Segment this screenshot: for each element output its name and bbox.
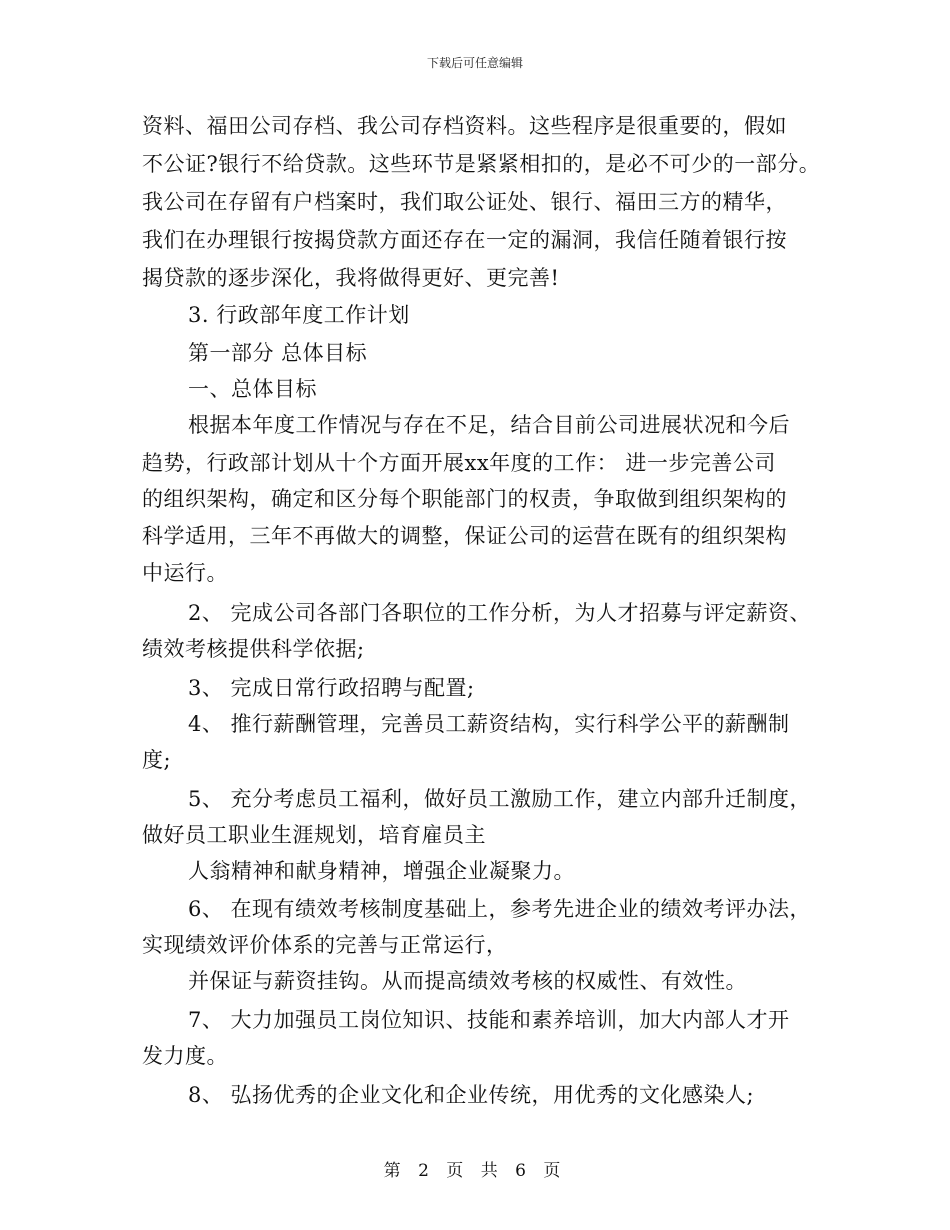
text-line: 发力度。	[142, 1044, 228, 1068]
page-header: 下载后可任意编辑	[426, 56, 523, 70]
section-heading: 第一部分 总体目标	[188, 341, 368, 365]
text-line: 绩效考核提供科学依据;	[142, 637, 365, 661]
text-line: 我公司在存留有户档案时，我们取公证处、银行、福田三方的精华，	[142, 190, 787, 214]
list-item: 8、 弘扬优秀的企业文化和企业传统，用优秀的文化感染人;	[188, 1083, 755, 1107]
page-number: 第 2 页 共 6 页	[383, 1161, 567, 1181]
text-line: 资料、福田公司存档、我公司存档资料。这些程序是很重要的，假如	[142, 114, 787, 138]
list-item: 5、 充分考虑员工福利，做好员工激励工作，建立内部升迁制度，	[188, 787, 812, 811]
list-item: 6、 在现有绩效考核制度基础上，参考先进企业的绩效考评办法，	[188, 897, 812, 921]
text-line: 揭贷款的逐步深化，我将做得更好、更完善!	[142, 266, 560, 290]
text-line: 并保证与薪资挂钩。从而提高绩效考核的权威性、有效性。	[188, 969, 747, 993]
text-line: 的组织架构，确定和区分每个职能部门的权责，争取做到组织架构的	[142, 487, 787, 511]
text-line: 不公证?银行不给贷款。这些环节是紧紧相扣的，是必不可少的一部分。	[142, 152, 821, 176]
text-line: 我们在办理银行按揭贷款方面还存在一定的漏洞，我信任随着银行按	[142, 228, 787, 252]
text-line: 中运行。	[142, 561, 228, 585]
text-line: 趋势，行政部计划从十个方面开展xx年度的工作： 进一步完善公司	[142, 451, 776, 475]
text-line: 科学适用，三年不再做大的调整，保证公司的运营在既有的组织架构	[142, 524, 787, 548]
list-item: 4、 推行薪酬管理，完善员工薪资结构，实行科学公平的薪酬制	[188, 712, 790, 736]
section-heading: 一、总体目标	[188, 377, 317, 401]
text-line: 人翁精神和献身精神，增强企业凝聚力。	[188, 859, 575, 883]
text-line: 度;	[142, 748, 172, 772]
list-item: 2、 完成公司各部门各职位的工作分析，为人才招募与评定薪资、	[188, 601, 812, 625]
text-line: 做好员工职业生涯规划，培育雇员主	[142, 823, 486, 847]
text-line: 实现绩效评价体系的完善与正常运行，	[142, 933, 508, 957]
section-heading: 3. 行政部年度工作计划	[188, 303, 410, 327]
list-item: 3、 完成日常行政招聘与配置;	[188, 676, 475, 700]
text-line: 根据本年度工作情况与存在不足，结合目前公司进展状况和今后	[188, 413, 790, 437]
list-item: 7、 大力加强员工岗位知识、技能和素养培训，加大内部人才开	[188, 1008, 790, 1032]
